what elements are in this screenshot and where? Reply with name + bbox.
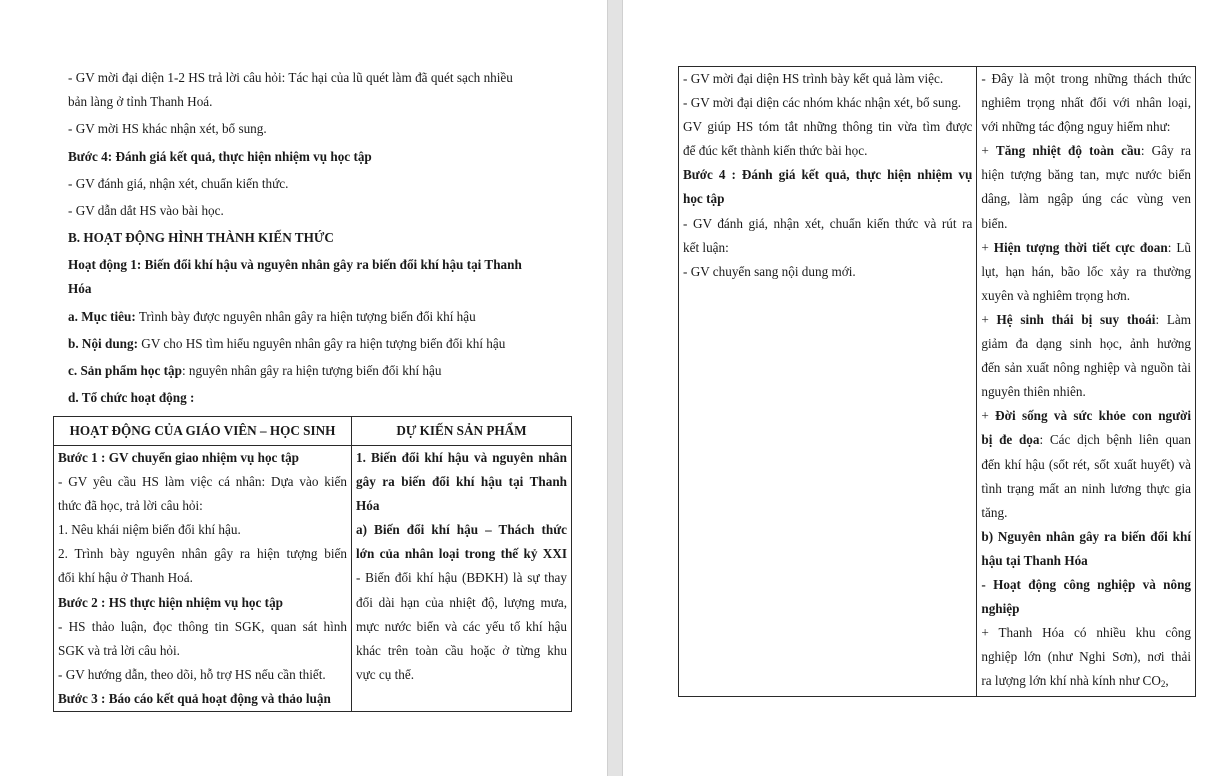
cell-line: đến khí hậu (sốt rét, sốt xuất huyết) và bbox=[981, 456, 1191, 472]
cell-line: giảm đa dạng sinh học, ảnh hưởng bbox=[981, 336, 1191, 352]
cell-line: thức đã học, trả lời câu hỏi: bbox=[58, 498, 203, 514]
cell-line: SGK và trả lời câu hỏi. bbox=[58, 642, 180, 658]
content-label: b. Nội dung: bbox=[68, 336, 138, 351]
activity-table bbox=[53, 416, 572, 712]
cell-line: biển. bbox=[981, 215, 1008, 231]
paragraph-line: bản làng ở tỉnh Thanh Hoá. bbox=[68, 94, 213, 109]
cell-line: - GV đánh giá, nhận xét, chuẩn kiến thức và rút ra bbox=[683, 215, 973, 231]
product-line bbox=[68, 363, 441, 379]
cell-line: - Đây là một trong những thách thức bbox=[981, 71, 1191, 86]
text: : Làm bbox=[1155, 311, 1192, 327]
cell-line: + Thanh Hóa có nhiều khu công bbox=[981, 625, 1191, 641]
table-cell-teacher bbox=[54, 446, 352, 712]
cell-line: - Hoạt động công nghiệp và nông bbox=[981, 576, 1191, 592]
paragraph-line: - GV đánh giá, nhận xét, chuẩn kiến thức. bbox=[68, 176, 289, 191]
cell-line: dâng, làm ngập úng các vùng ven bbox=[981, 191, 1191, 207]
document-page-left bbox=[0, 0, 607, 776]
bold-term: Hệ sinh thái bị suy thoái bbox=[996, 311, 1156, 327]
cell-line: Hóa bbox=[356, 498, 380, 514]
cell-line: - GV mời đại diện các nhóm khác nhận xét, bổ sung. bbox=[683, 95, 962, 111]
activity-heading: Hóa bbox=[68, 281, 92, 296]
cell-line: tăng. bbox=[981, 504, 1008, 520]
cell-line: nguyên thiên nhiên. bbox=[981, 384, 1086, 400]
cell-line: học tập bbox=[683, 191, 725, 207]
cell-line: mực nước biển và các yếu tố khí hậu bbox=[356, 618, 567, 634]
bold-term: Đời sống và sức khỏe con người bbox=[995, 408, 1192, 424]
organize-label: d. Tổ chức hoạt động : bbox=[68, 390, 195, 405]
objective-label: a. Mục tiêu: bbox=[68, 309, 136, 324]
text: : Các dịch bệnh liên quan bbox=[1039, 432, 1191, 448]
cell-line: đổi dài hạn của nhiệt độ, lượng mưa, bbox=[356, 594, 567, 610]
cell-line bbox=[981, 308, 1191, 332]
table-cell-product bbox=[977, 67, 1196, 697]
table-header-row bbox=[54, 417, 572, 446]
product-text: : nguyên nhân gây ra hiện tượng biến đổi khí hậu bbox=[181, 363, 442, 378]
text: ra lượng lớn khí nhà kính như CO bbox=[981, 673, 1161, 689]
subscript: 2 bbox=[1160, 679, 1166, 690]
cell-line: nghiêm trọng nhất đối với nhân loại, bbox=[981, 95, 1191, 111]
paragraph-line: - GV mời HS khác nhận xét, bổ sung. bbox=[68, 121, 267, 136]
cell-line: a) Biến đổi khí hậu – Thách thức bbox=[356, 522, 567, 538]
activity-heading: Hoạt động 1: Biến đổi khí hậu và nguyên nhân gây ra biến đổi khí hậu tại Thanh bbox=[68, 257, 522, 272]
cell-line: 1. Nêu khái niệm biến đổi khí hậu. bbox=[58, 522, 241, 538]
cell-line: Bước 2 : HS thực hiện nhiệm vụ học tập bbox=[58, 594, 283, 610]
bullet: + bbox=[981, 311, 997, 327]
cell-line: Bước 3 : Báo cáo kết quả hoạt động và thảo luận bbox=[58, 690, 331, 706]
table-header-product: DỰ KIẾN SẢN PHẨM bbox=[352, 417, 572, 446]
cell-line: hậu tại Thanh Hóa bbox=[981, 552, 1088, 568]
cell-line: - HS thảo luận, đọc thông tin SGK, quan sát hình bbox=[58, 618, 347, 634]
cell-line: 1. Biến đổi khí hậu và nguyên nhân bbox=[356, 450, 567, 465]
cell-line: lớn của nhân loại trong thế kỷ XXI bbox=[356, 546, 567, 562]
bold-term: Tăng nhiệt độ toàn cầu bbox=[995, 143, 1141, 159]
cell-line: - GV mời đại diện HS trình bày kết quả làm việc. bbox=[683, 71, 944, 86]
table-cell-teacher bbox=[679, 67, 977, 697]
bold-term: bị đe dọa bbox=[981, 432, 1040, 448]
cell-line: b) Nguyên nhân gây ra biến đổi khí bbox=[981, 528, 1191, 544]
cell-line: - Biến đổi khí hậu (BĐKH) là sự thay bbox=[356, 570, 567, 586]
table-cell-product bbox=[352, 446, 572, 712]
page-gap bbox=[607, 0, 623, 776]
content-line bbox=[68, 336, 505, 352]
cell-line bbox=[981, 428, 1191, 452]
objective-line bbox=[68, 309, 476, 325]
cell-line: đổi khí hậu ở Thanh Hoá. bbox=[58, 570, 193, 586]
cell-line: đến sản xuất nông nghiệp và nguồn tài bbox=[981, 360, 1191, 376]
text: : Gây ra bbox=[1140, 143, 1191, 159]
section-heading: B. HOẠT ĐỘNG HÌNH THÀNH KIẾN THỨC bbox=[68, 230, 334, 245]
table-row bbox=[54, 446, 572, 712]
bold-term: Hiện tượng thời tiết cực đoan bbox=[993, 239, 1168, 255]
cell-line bbox=[981, 404, 1191, 428]
cell-line bbox=[981, 139, 1191, 163]
cell-line: nghiệp bbox=[981, 601, 1020, 617]
objective-text: Trình bày được nguyên nhân gây ra hiện tượng biến đổi khí hậu bbox=[135, 309, 476, 324]
cell-line: với những tác động nguy hiểm như: bbox=[981, 119, 1171, 135]
cell-line: - GV hướng dẫn, theo dõi, hỗ trợ HS nếu cần thiết. bbox=[58, 666, 326, 682]
bullet: + bbox=[981, 239, 994, 255]
cell-line: nghiệp lớn (như Nghi Sơn), nơi thải bbox=[981, 649, 1191, 665]
table-row bbox=[679, 67, 1196, 697]
cell-line: Bước 1 : GV chuyển giao nhiệm vụ học tập bbox=[58, 450, 300, 465]
cell-line: lụt, hạn hán, bão lốc xảy ra thường bbox=[981, 263, 1191, 279]
cell-line bbox=[981, 236, 1191, 260]
cell-line: để đúc kết thành kiến thức bài học. bbox=[683, 143, 868, 159]
cell-line: GV giúp HS tóm tắt những thông tin vừa tìm được bbox=[683, 119, 973, 135]
cell-line: vực cụ thể. bbox=[356, 666, 415, 682]
cell-line: xuyên và nghiêm trọng hơn. bbox=[981, 287, 1131, 303]
text: , bbox=[1165, 673, 1169, 689]
activity-table-continued bbox=[678, 66, 1196, 697]
cell-line: tình trạng mất an ninh lương thực gia bbox=[981, 480, 1191, 496]
cell-line: gây ra biến đổi khí hậu tại Thanh bbox=[356, 474, 567, 490]
product-label: c. Sản phẩm học tập bbox=[68, 363, 182, 378]
cell-line: Bước 4 : Đánh giá kết quả, thực hiện nhiệm vụ bbox=[683, 167, 973, 183]
bullet: + bbox=[981, 143, 996, 159]
cell-line: - GV chuyển sang nội dung mới. bbox=[683, 263, 856, 279]
cell-line: hiện tượng băng tan, mực nước biển bbox=[981, 167, 1191, 183]
paragraph-line: - GV mời đại diện 1-2 HS trả lời câu hỏi: Tác hại của lũ quét làm đã quét sạch nhiều bbox=[68, 70, 513, 85]
cell-line bbox=[981, 669, 1191, 696]
text: : Lũ bbox=[1167, 239, 1191, 255]
table-header-teacher: HOẠT ĐỘNG CỦA GIÁO VIÊN – HỌC SINH bbox=[54, 417, 352, 446]
bullet: + bbox=[981, 408, 996, 424]
paragraph-line: - GV dẫn dắt HS vào bài học. bbox=[68, 203, 224, 218]
cell-line: kết luận: bbox=[683, 239, 729, 255]
cell-line: - GV yêu cầu HS làm việc cá nhân: Dựa vào kiến bbox=[58, 474, 347, 490]
step-heading: Bước 4: Đánh giá kết quả, thực hiện nhiệm vụ học tập bbox=[68, 149, 372, 164]
cell-line: 2. Trình bày nguyên nhân gây ra hiện tượng biến bbox=[58, 546, 347, 562]
content-text: GV cho HS tìm hiểu nguyên nhân gây ra hiện tượng biến đổi khí hậu bbox=[138, 336, 506, 351]
cell-line: khác trên toàn cầu hoặc ở từng khu bbox=[356, 642, 567, 658]
